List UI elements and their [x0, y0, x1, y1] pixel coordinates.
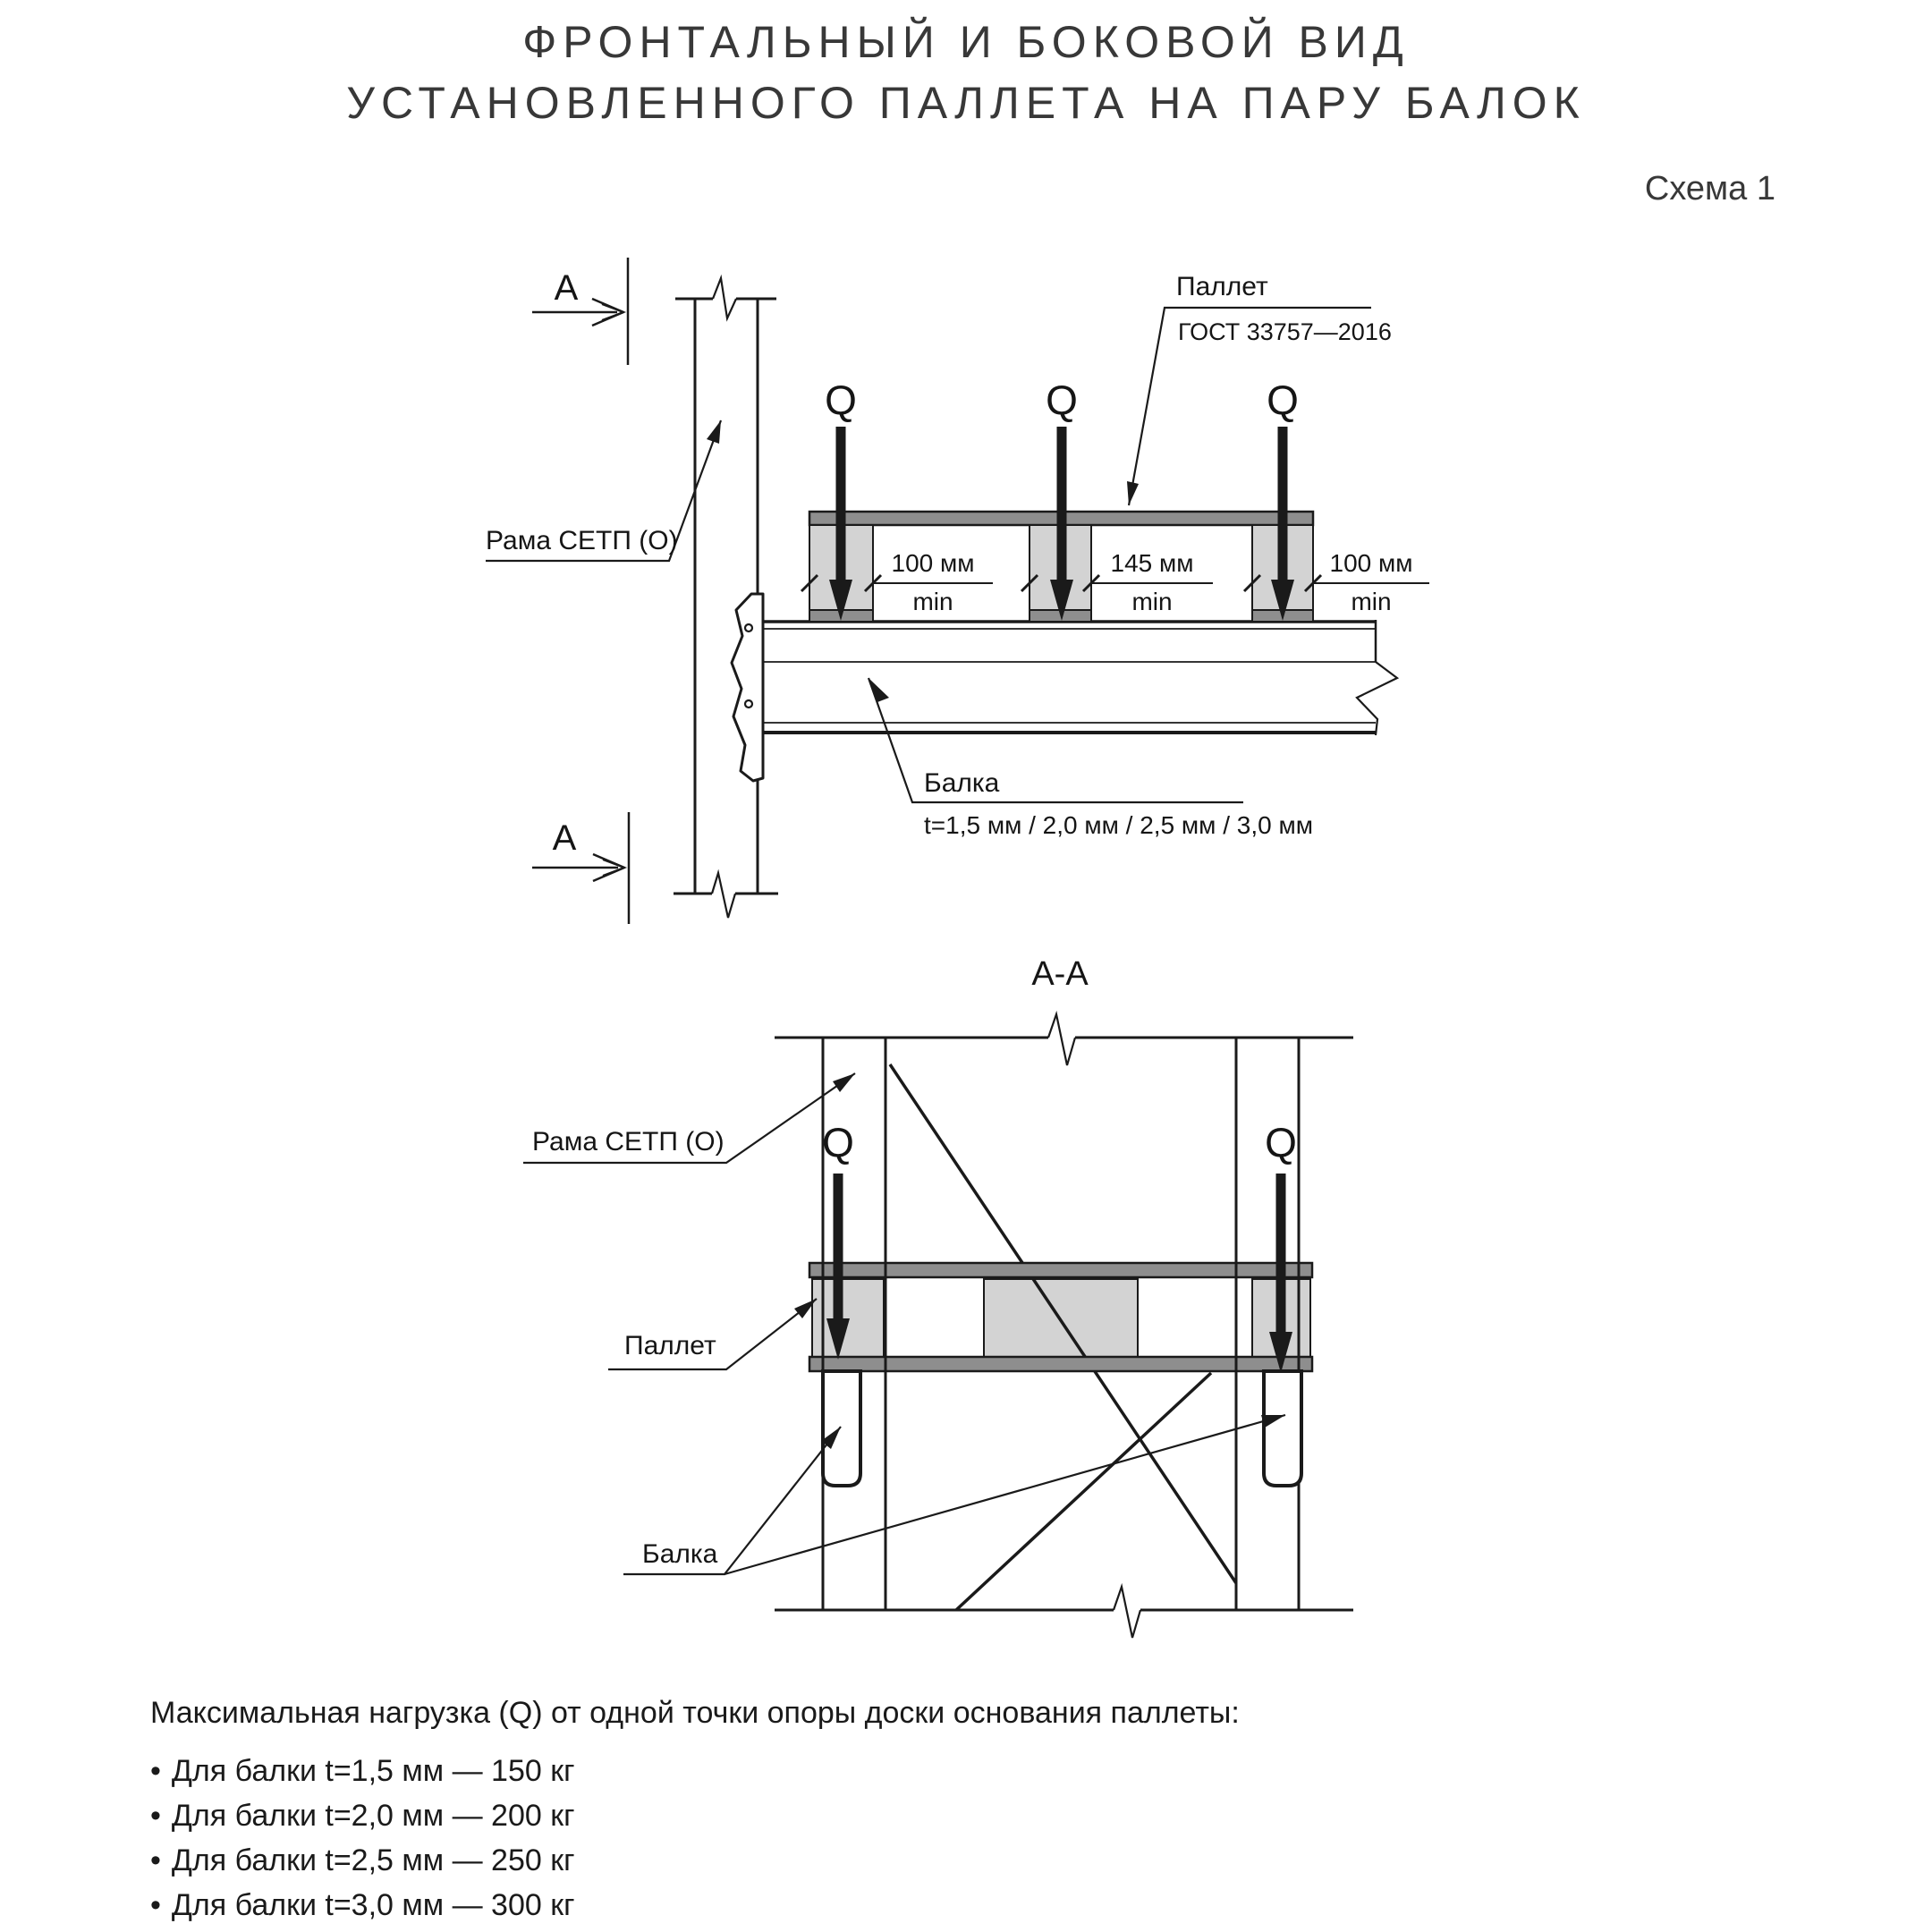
load-item-2	[150, 1798, 575, 1835]
load-item-4-text: Для балки t=3,0 мм — 300 кг	[171, 1888, 575, 1922]
top-view-dimension-lines	[801, 575, 1429, 591]
load-item-3	[150, 1843, 575, 1879]
bullet-marker: •	[150, 1888, 161, 1922]
load-item-1-text: Для балки t=1,5 мм — 150 кг	[171, 1754, 575, 1788]
dim3-value: 100 мм	[1329, 549, 1413, 577]
max-load-heading: Максимальная нагрузка (Q) от одной точки опоры доски основания паллеты:	[150, 1696, 1240, 1730]
bullet-marker: •	[150, 1754, 161, 1788]
frame-label-section-view: Рама СЕТП (О)	[532, 1127, 724, 1157]
load-q-label-2: Q	[1046, 377, 1078, 423]
load-item-4	[150, 1887, 575, 1924]
dim2-value: 145 мм	[1110, 549, 1194, 577]
top-view-beam-bracket	[732, 594, 763, 781]
load-item-1	[150, 1753, 575, 1790]
pallet-label-top-view: Паллет	[1176, 272, 1268, 301]
section-view-title: A-A	[1031, 955, 1089, 993]
beam-label-section-view: Балка	[642, 1539, 718, 1569]
schema-number-label: Схема 1	[1644, 170, 1775, 208]
load-q-label-3: Q	[1267, 377, 1299, 423]
dim3-unit: min	[1351, 588, 1392, 615]
load-q-label-section-right: Q	[1265, 1119, 1297, 1165]
dim1-unit: min	[912, 588, 953, 615]
section-mark-a-top: A	[554, 268, 579, 308]
frame-label-top-view: Рама СЕТП (О)	[486, 526, 678, 555]
bullet-marker: •	[150, 1843, 161, 1877]
load-q-label-1: Q	[825, 377, 857, 423]
pallet-gost-label: ГОСТ 33757—2016	[1178, 318, 1392, 345]
section-mark-a-bottom: A	[552, 818, 577, 858]
load-q-label-section-left: Q	[822, 1119, 854, 1165]
beam-thickness-label: t=1,5 мм / 2,0 мм / 2,5 мм / 3,0 мм	[924, 811, 1313, 839]
top-view-beam-profile	[763, 620, 1397, 735]
top-view-section-marks	[532, 258, 629, 924]
beam-label-top-view: Балка	[924, 768, 1000, 798]
load-item-3-text: Для балки t=2,5 мм — 250 кг	[171, 1843, 575, 1877]
pallet-label-section-view: Паллет	[624, 1331, 716, 1360]
page-title-line2: УСТАНОВЛЕННОГО ПАЛЛЕТА НА ПАРУ БАЛОК	[346, 78, 1586, 128]
section-view-beam-sections	[823, 1371, 1301, 1486]
page-title	[0, 17, 1932, 128]
dim2-unit: min	[1131, 588, 1173, 615]
dim1-value: 100 мм	[891, 549, 975, 577]
load-item-2-text: Для балки t=2,0 мм — 200 кг	[171, 1799, 575, 1833]
bullet-marker: •	[150, 1799, 161, 1833]
page-title-line1: ФРОНТАЛЬНЫЙ И БОКОВОЙ ВИД	[522, 17, 1410, 67]
